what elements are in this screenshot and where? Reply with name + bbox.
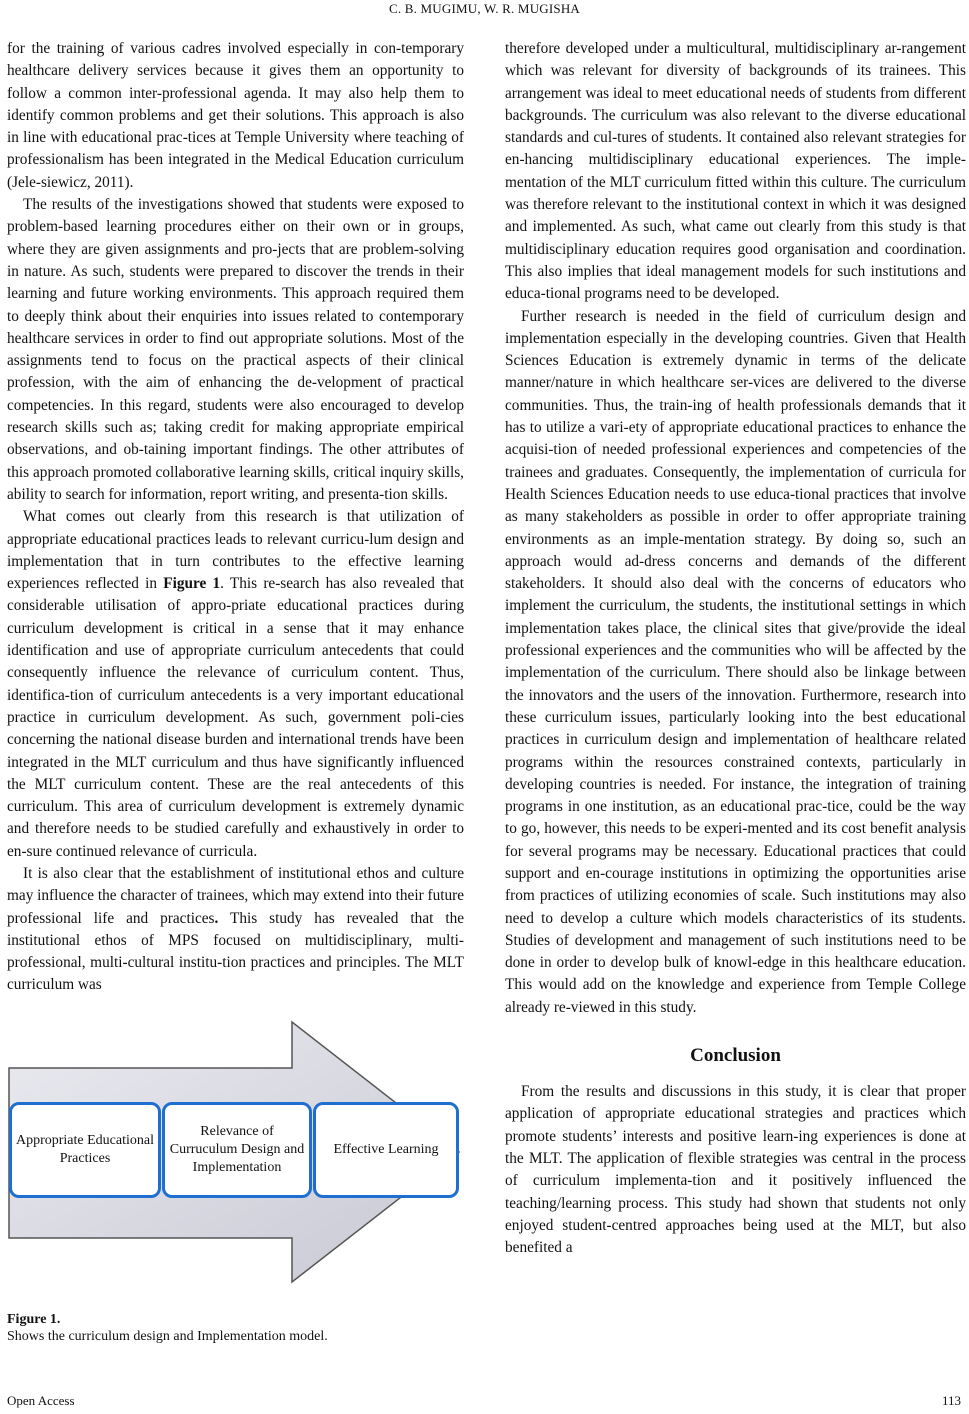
figure-caption-text: Shows the curriculum design and Implementation model. xyxy=(7,1329,328,1344)
running-header: C. B. MUGIMU, W. R. MUGISHA xyxy=(388,1,581,16)
page-number: 113 xyxy=(941,1393,961,1408)
figure-caption-title: Figure 1. xyxy=(7,1312,61,1327)
footer-open-access: Open Access xyxy=(7,1393,75,1408)
text-span: It is also clear that the establishment of institutional ethos and culture may influence the character of trainees, which may extend into their future professional life and practices xyxy=(7,864,465,927)
figure-reference: Figure 1 xyxy=(163,575,221,593)
paragraph xyxy=(7,863,464,997)
left-column xyxy=(7,38,464,997)
paragraph: therefore developed under a multicultural, multidisciplinary ar-rangement which was relevant for diversity of backgrounds of its trainees. This arrangement was ideal to meet educational needs of students from different backgrounds. The curriculum was also relevant to the diverse educational standards and cul-tures of students. It contained also relevant strategies for en-hancing multidisciplinary educational experiences. The imple-mentation of the MLT curriculum fitted within this culture. The curriculum was therefore relevant to the institutional context in which it was designed and implemented. As such, what came out clearly from this study is that multidisciplinary education requires good organisation and coordination. This also implies that ideal management models for such institutions and educa-tional programs need to be developed. xyxy=(505,40,966,303)
flow-box-relevance: Relevance of Curruculum Design and Implementation xyxy=(162,1102,312,1198)
paragraph: for the training of various cadres involved especially in con-temporary healthcare delivery services because it gives them an opportunity to follow a common inter-professional agenda. It may also help them to identify common problems and get their solutions. This approach is also in line with educational prac-tices at Temple University where teaching of professionalism has been integrated in the Medical Education curriculum (Jele-siewicz, 2011). xyxy=(7,40,464,191)
figure-1-diagram xyxy=(7,1020,465,1320)
text-span: . This re-search has also revealed that considerable utilisation of appro-priate educational practices during curriculum development is critical in a sense that it may enhance identification and use of appropriate curriculum antecedents that could consequently influence the relevance of curriculum content. Thus, identifica-tion of curriculum antecedents is a very important educational practice in curriculum development. As such, government poli-cies concerning the national disease burden and international trends have been integrated in the MLT curriculum and thus have significantly influenced the MLT curriculum content. These are the real antecedents of this curriculum. This area of curriculum development is extremely dynamic and therefore needs to be studied carefully and exhaustively in order to en-sure continued relevance of curricula. xyxy=(7,575,464,860)
section-heading-conclusion: Conclusion xyxy=(690,1045,781,1067)
paragraph: Further research is needed in the field of curriculum design and implementation especially in the developing countries. Given that Health Sciences Education is extremely dynamic in terms of the delicate manner/nature in which healthcare ser-vices are delivered to the diverse communities. Thus, the train-ing of health professionals demands that it has to utilize a vari-ety of appropriate educational practices to enhance the acquisi-tion of needed professional experiences and competencies of the trainees and graduates. Consequently, the implementation of curricula for Health Sciences Education needs to use educa-tional practices that involve as many stakeholders as possible in order to offer appropriate training environments as an imple-mentation strategy. By doing so, such an approach would ad-dress concerns and demands of the different stakeholders. It should also deal with the concerns of educators who implement the curriculum, the students, the institutional settings in which implementation takes place, the clinical sites that give/provide the ideal professional experiences and the communities who will be affected by the implementation of the curriculum. There should also be linkage between the innovators and the users of the innovation. Furthermore, research into these curriculum issues, particularly looking into the best educational practices in curriculum design and implementation of healthcare related programs within the resources constrained contexts, particularly in developing countries is needed. For instance, the integration of training programs in one institution, as an educational prac-tice, could be the way to go, however, this needs to be experi-mented and its cost benefit analysis for several programs may be necessary. Educational practices that could support and en-courage institutions in optimizing the opportunities arise from practices of utilizing economies of scale. Such institutions may also need to develop a culture which models characteristics of its students. Studies of development and management of such institutions need to be done in order to develop bulk of knowl-edge in this healthcare education. This would add on the knowledge and experience from Temple College already re-viewed in this study. xyxy=(505,307,966,1016)
paragraph xyxy=(7,506,464,863)
right-column xyxy=(505,38,966,1259)
paragraph: From the results and discussions in this study, it is clear that proper application of appropriate educational strategies and practices which promote students’ interests and positive learn-ing experiences is done at the MLT. The application of flexible strategies was central in the process of curriculum implementa-tion and it positively influenced the teaching/learning process. This study had shown that students not only enjoyed student-centred approaches being used at the MLT, but also benefited a xyxy=(505,1083,966,1257)
text-span: This study has revealed that the institutional ethos of MPS focused on multidisciplinary, multi-professional, multi-cultural institu-tion practices and principles. The MLT curriculum was xyxy=(7,909,465,994)
flow-box-learning: Effective Learning xyxy=(313,1102,459,1198)
text-span: What comes out clearly from this research is that utilization of appropriate educational practices leads to relevant curricu-lum design and implementation that in turn contributes to the effective learning experiences reflected in xyxy=(7,508,464,593)
paragraph: The results of the investigations showed that students were exposed to problem-based learning procedures either on their own or in groups, where they are given assignments and pro-jects that are problem-solving in nature. As such, students were prepared to discover the trends in their learning and future working environments. This approach required them to deeply think about their enquiries into issues related to contemporary healthcare services in order to find out appropriate solutions. Most of the assignments tend to focus on the practical aspects of their clinical profession, with the aim of enhancing the de-velopment of practical competencies. In this regard, students were also encouraged to develop research skills such as; taking credit for making appropriate empirical observations, and ob-taining important findings. The other attributes of this approach promoted collaborative learning skills, critical inquiry skills, ability to search for information, report writing, and presenta-tion skills. xyxy=(7,196,464,503)
bold-period: . xyxy=(214,909,219,927)
flow-box-practices: Appropriate Educational Practices xyxy=(9,1102,161,1198)
